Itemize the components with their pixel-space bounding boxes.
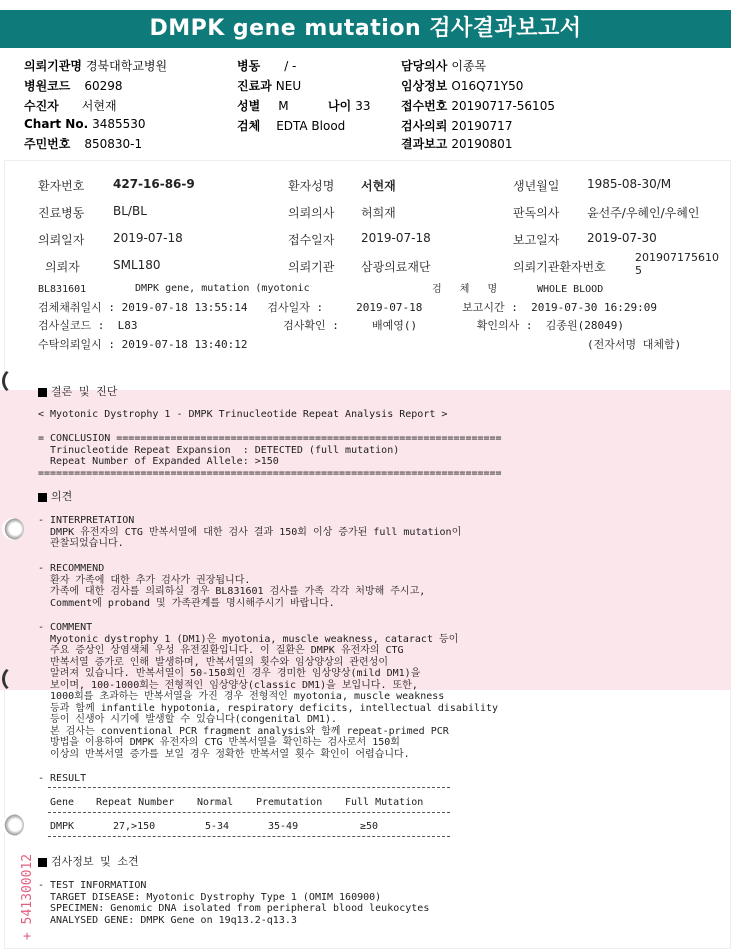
result-cell: 35-49 xyxy=(268,821,299,832)
institution-patient-no: 201907175610 xyxy=(635,251,719,264)
patient-label: 진료병동 xyxy=(38,206,85,220)
section-heading: 의견 xyxy=(38,491,72,503)
receipt-date: 2019-07-18 xyxy=(361,231,431,245)
binder-hole xyxy=(2,518,24,540)
report-date: 2019-07-30 xyxy=(587,231,657,245)
patient-label: 환자번호 xyxy=(38,179,85,193)
requester-code: SML180 xyxy=(113,258,161,272)
patient-label: 의뢰자 xyxy=(45,260,80,274)
header-field: 나이 33 xyxy=(328,99,371,113)
reading-doctors: 윤선주/우혜인/우혜인 xyxy=(587,206,700,220)
report-title-banner: DMPK gene mutation 검사결과보고서 xyxy=(0,10,731,48)
header-field: 진료과 NEU xyxy=(237,79,302,93)
patient-label: 판독의사 xyxy=(513,206,560,220)
divider xyxy=(48,787,450,788)
result-heading: - RESULT xyxy=(38,773,87,784)
header-field: 병동 / - xyxy=(237,59,297,73)
result-col-header: Full Mutation xyxy=(345,797,424,808)
header-field: 성별 M xyxy=(237,99,289,113)
header-field: 의뢰기관명 경북대학교병원 xyxy=(24,59,168,73)
header-field: 주민번호 850830-1 xyxy=(24,137,143,151)
side-stamp: + 541300012 xyxy=(20,853,35,940)
square-bullet-icon xyxy=(38,388,47,397)
specimen-label: 검 체 명 xyxy=(432,284,498,295)
institution-patient-no-cont: 5 xyxy=(635,264,642,277)
square-bullet-icon xyxy=(38,493,47,502)
divider xyxy=(48,836,450,837)
header-field: 임상정보 O16Q71Y50 xyxy=(401,79,524,93)
header-field: 검체 EDTA Blood xyxy=(237,119,346,133)
result-cell: ≥50 xyxy=(360,821,379,832)
requesting-institution: 삼광의료재단 xyxy=(361,260,431,274)
test-name: DMPK gene, mutation (myotonic xyxy=(135,283,310,294)
header-field: 결과보고 20190801 xyxy=(401,137,513,151)
test-line-3: 수탁의뢰일시 : 2019-07-18 13:40:12 xyxy=(38,338,248,351)
requesting-doctor: 허희재 xyxy=(361,206,396,220)
result-col-header: Gene xyxy=(50,797,75,808)
divider xyxy=(48,812,450,813)
patient-id: 427-16-86-9 xyxy=(113,177,195,191)
binder-hole xyxy=(2,814,24,836)
result-col-header: Repeat Number xyxy=(96,797,175,808)
result-col-header: Premutation xyxy=(256,797,323,808)
patient-dob: 1985-08-30/M xyxy=(587,177,672,191)
test-line-1: 검체채취일시 : 2019-07-18 13:55:14 검사일자 : 2019-07-18 보고시간 : 2019-07-30 16:29:09 xyxy=(38,301,657,314)
specimen-value: WHOLE BLOOD xyxy=(537,284,604,295)
patient-label: 환자성명 xyxy=(288,179,335,193)
ward: BL/BL xyxy=(113,204,147,218)
recommend-block: - RECOMMEND 환자 가족에 대한 추가 검사가 권장됩니다. 가족에 대한 검사를 의뢰하실 경우 BL831601 검사를 가족 각각 처방해 주시고, Comment에 proband 및 가족관계를 명시해주시기 바랍니다. xyxy=(38,563,426,609)
header-field: 담당의사 이종목 xyxy=(401,59,487,73)
result-cell: 27,>150 xyxy=(113,821,156,832)
patient-label: 의뢰일자 xyxy=(38,233,85,247)
test-info-block: - TEST INFORMATION TARGET DISEASE: Myotonic Dystrophy Type 1 (OMIM 160900) SPECIMEN: Genomic DNA isolated from peripheral blood leukocytes ANALYSED GENE: DMPK Gene on 19q13.2-q13.3 xyxy=(38,880,430,926)
comment-block: - COMMENT Myotonic dystrophy 1 (DM1)은 myotonia, muscle weakness, cataract 등이 주요 증상인 상염색체 우성 유전질환입니다. 이 질환은 DMPK 유전자의 CTG 반복서열 증가로 인해 발생하며, 반복서열의 횟수와 임상양상의 관련성이 알려져 있습니다. 반복서열이 50-150회인 경우 경미한 임상양상(mild DM1)을 보이며, 100-1000회는 전형적인 임상양상(classic DM1)을 보입니다. 또한, 1000회를 초과하는 반복서열을 가진 경우 전형적인 myotonia, muscle weakness 등과 함께 infantile hypotonia, respiratory deficits, intellectual disability 등이 신생아 시기에 발생할 수 있습니다(congenital DM1). 본 검사는 conventional PCR fragment analysis와 함께 repeat-primed PCR 방법을 이용하여 DMPK 유전자의 CTG 반복서열을 확인하는 검사로서 150회 이상의 반복서열 증가를 보일 경우 정확한 반복서열 횟수 확인이 어렵습니다. xyxy=(38,622,499,760)
binder-hole xyxy=(2,666,27,692)
patient-label: 생년월일 xyxy=(513,179,560,193)
conclusion-block: = CONCLUSION ================================================================ Trinucleotide Repeat Expansion : DETECTED (full mutation) Repeat Number of Expanded Allele: >150 ============================================================================= xyxy=(38,433,502,479)
patient-label: 의뢰기관 xyxy=(288,260,335,274)
patient-name: 서현재 xyxy=(361,179,396,193)
header-field: 병원코드 60298 xyxy=(24,79,123,93)
result-cell: 5-34 xyxy=(205,821,230,832)
signature-note: (전자서명 대체함) xyxy=(587,338,682,351)
request-date: 2019-07-18 xyxy=(113,231,183,245)
header-field: Chart No. 3485530 xyxy=(24,117,146,131)
test-line-2: 검사실코드 : L83 검사확인 : 배예영() 확인의사 : 김종원(28049) xyxy=(38,319,625,332)
square-bullet-icon xyxy=(38,858,47,867)
header-field: 검사의뢰 20190717 xyxy=(401,119,513,133)
header-field: 수진자 서현재 xyxy=(24,99,117,113)
patient-label: 의뢰의사 xyxy=(288,206,335,220)
section-heading: 검사정보 및 소견 xyxy=(38,856,139,868)
header-field: 접수번호 20190717-56105 xyxy=(401,99,555,113)
patient-label: 의뢰기관환자번호 xyxy=(513,260,606,274)
report-subtitle: < Myotonic Dystrophy 1 - DMPK Trinucleotide Repeat Analysis Report > xyxy=(38,409,448,420)
test-code: BL831601 xyxy=(38,284,87,295)
patient-label: 보고일자 xyxy=(513,233,560,247)
patient-label: 접수일자 xyxy=(288,233,335,247)
binder-hole xyxy=(2,368,27,394)
result-col-header: Normal xyxy=(197,797,234,808)
result-cell: DMPK xyxy=(50,821,75,832)
section-heading: 결론 및 진단 xyxy=(38,386,117,398)
interpretation-block: - INTERPRETATION DMPK 유전자의 CTG 반복서열에 대한 검사 결과 150회 이상 증가된 full mutation이 관찰되었습니다. xyxy=(38,515,462,549)
